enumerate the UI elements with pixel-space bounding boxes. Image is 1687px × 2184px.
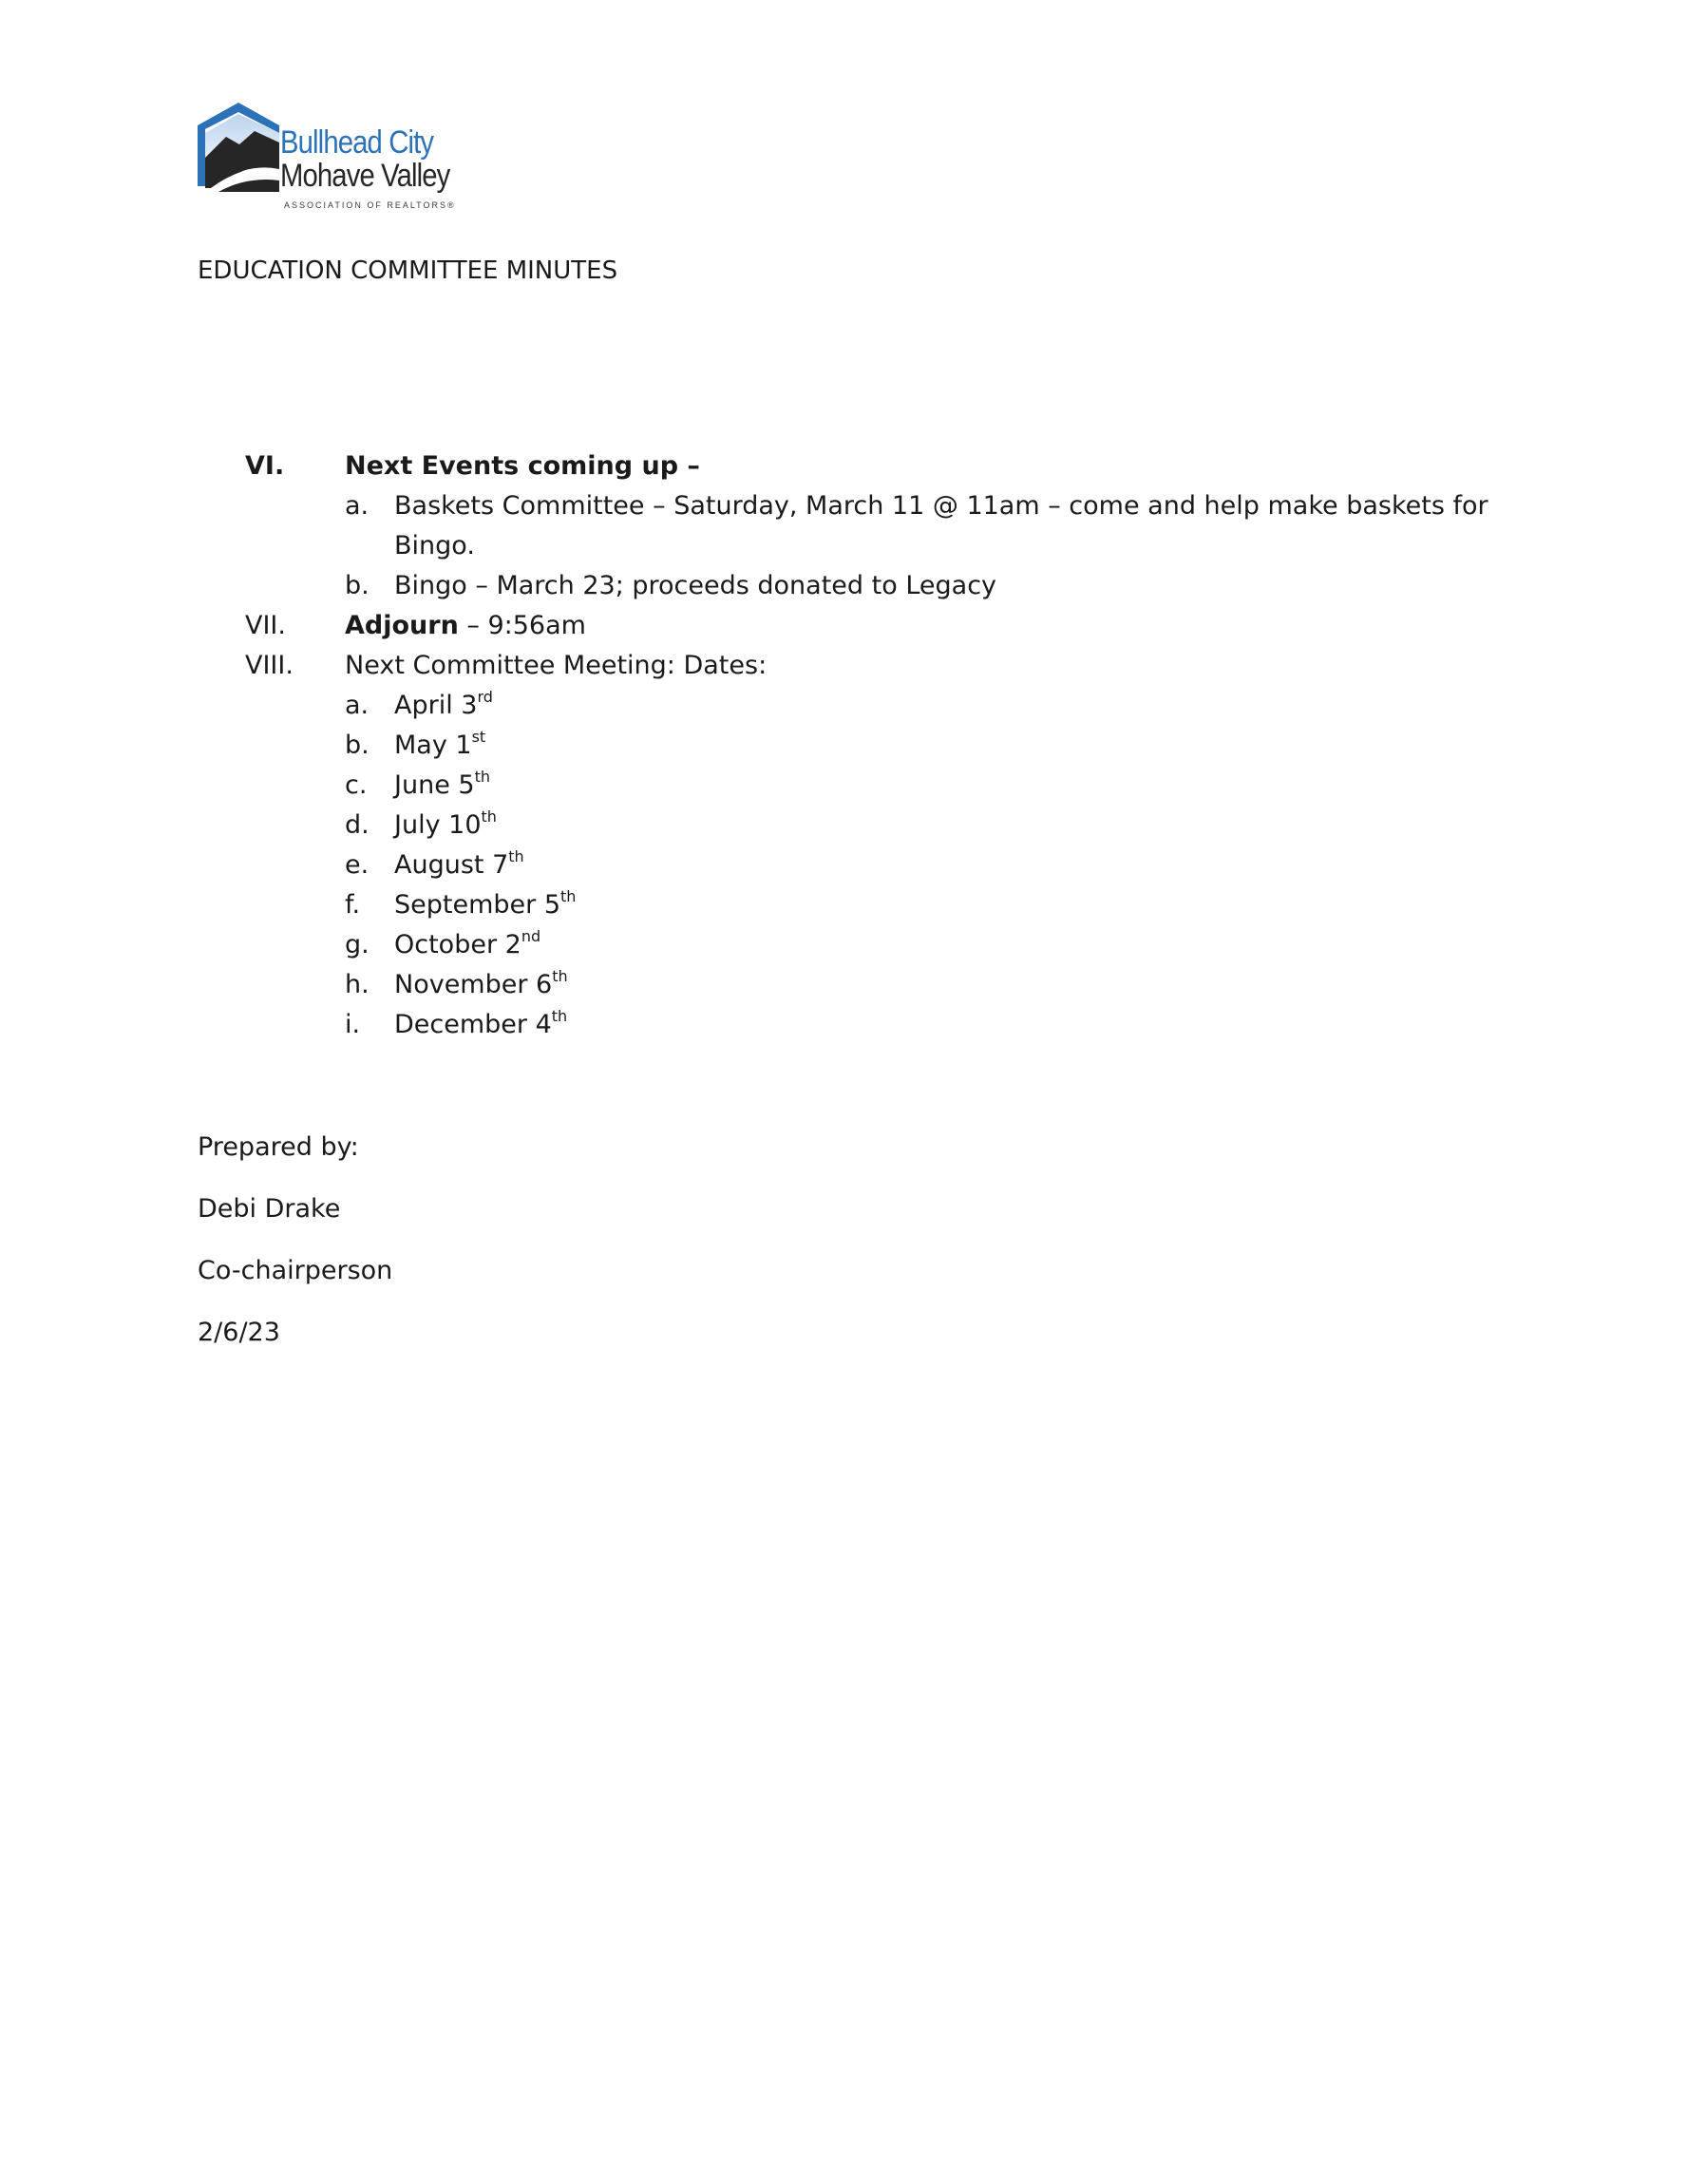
date-item xyxy=(394,847,524,880)
section-vii-numeral: VII. xyxy=(245,611,286,640)
date-item-letter: g. xyxy=(345,930,370,959)
date-item xyxy=(394,967,568,999)
page-title: EDUCATION COMMITTEE MINUTES xyxy=(198,256,618,285)
date-item-text: June 5 xyxy=(394,770,475,800)
date-item-letter: h. xyxy=(345,970,370,999)
date-item-text: April 3 xyxy=(394,691,478,720)
association-logo xyxy=(198,101,483,215)
preparer-name: Debi Drake xyxy=(198,1194,341,1224)
date-item-suffix: nd xyxy=(521,927,541,945)
date-item-suffix: th xyxy=(551,1007,568,1025)
date-item-suffix: th xyxy=(481,807,497,826)
logo-text-mohave-valley: Mohave Valley xyxy=(280,158,450,194)
date-item-suffix: rd xyxy=(477,688,493,706)
house-mountain-logo-icon xyxy=(198,101,279,194)
prepared-by-label: Prepared by: xyxy=(198,1132,359,1162)
date-item-text: November 6 xyxy=(394,970,553,999)
section-vi-item-a-text: Baskets Committee – Saturday, March 11 @ 11am – come and help make baskets for xyxy=(394,491,1488,521)
date-item xyxy=(394,807,497,840)
section-vi-item-a-letter: a. xyxy=(345,491,370,521)
document-date: 2/6/23 xyxy=(198,1318,280,1347)
date-item-letter: i. xyxy=(345,1010,361,1039)
date-item-text: May 1 xyxy=(394,731,472,760)
section-vii-time: – 9:56am xyxy=(458,611,586,640)
date-item-letter: e. xyxy=(345,850,370,880)
section-vi-numeral: VI. xyxy=(245,451,285,481)
date-item-letter: d. xyxy=(345,810,370,840)
date-item-text: October 2 xyxy=(394,930,521,959)
date-item xyxy=(394,770,490,800)
date-item-letter: b. xyxy=(345,731,370,760)
preparer-role: Co-chairperson xyxy=(198,1256,393,1285)
date-item-text: September 5 xyxy=(394,890,560,920)
section-vi-item-b-text: Bingo – March 23; proceeds donated to Legacy xyxy=(394,571,997,600)
date-item xyxy=(394,887,577,920)
date-item xyxy=(394,688,493,720)
date-item-suffix: th xyxy=(560,887,577,905)
date-item-text: July 10 xyxy=(394,810,482,840)
date-item-text: December 4 xyxy=(394,1010,552,1039)
date-item-letter: f. xyxy=(345,890,361,920)
logo-text-bullhead-city: Bullhead City xyxy=(280,124,434,161)
date-item xyxy=(394,728,486,760)
section-vi-item-b-letter: b. xyxy=(345,571,370,600)
section-vii-heading: Adjourn xyxy=(345,611,459,640)
date-item-suffix: th xyxy=(552,967,568,985)
logo-text-association: ASSOCIATION OF REALTORS® xyxy=(284,200,456,210)
date-item-letter: a. xyxy=(345,691,370,720)
date-item-letter: c. xyxy=(345,770,368,800)
date-item-text: August 7 xyxy=(394,850,509,880)
section-vii-line xyxy=(345,611,586,640)
section-vi-heading: Next Events coming up – xyxy=(345,451,700,481)
date-item-suffix: th xyxy=(474,768,490,786)
section-viii-numeral: VIII. xyxy=(245,651,294,680)
section-viii-heading: Next Committee Meeting: Dates: xyxy=(345,651,768,680)
date-item-suffix: st xyxy=(471,728,486,746)
section-vi-item-a-text-continued: Bingo. xyxy=(394,531,475,560)
date-item xyxy=(394,1007,568,1039)
date-item xyxy=(394,927,541,959)
date-item-suffix: th xyxy=(508,847,524,865)
